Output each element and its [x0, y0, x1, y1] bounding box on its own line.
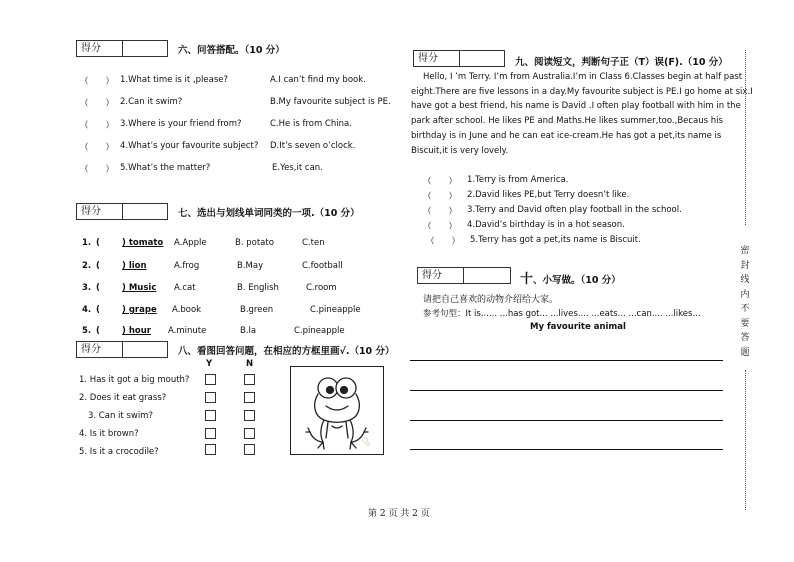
- answer-paren[interactable]: （ ）: [423, 222, 458, 232]
- writing-instruction: 请把自己喜欢的动物介绍给大家。: [423, 295, 559, 305]
- answer-paren[interactable]: （ ）: [80, 143, 115, 153]
- score-blank[interactable]: [460, 51, 504, 66]
- no-checkbox[interactable]: [244, 428, 255, 439]
- score-box-9: [413, 50, 505, 67]
- score-label: 得分: [77, 204, 123, 219]
- seal-dotted-line-bottom: [745, 370, 746, 510]
- question-text: 2.Can it swim?: [120, 97, 183, 107]
- yes-checkbox[interactable]: [205, 392, 216, 403]
- section-10-number: 十: [520, 272, 534, 287]
- item-number: 3.: [82, 283, 92, 293]
- yes-checkbox[interactable]: [205, 374, 216, 385]
- score-blank[interactable]: [123, 342, 167, 357]
- option-a: A.book: [172, 305, 202, 315]
- reading-passage: [411, 70, 753, 158]
- answer-paren[interactable]: （ ）: [80, 121, 115, 131]
- option-b: B.May: [237, 261, 264, 271]
- answer-paren[interactable]: （ ）: [80, 77, 115, 87]
- yes-checkbox[interactable]: [205, 444, 216, 455]
- yes-checkbox[interactable]: [205, 410, 216, 421]
- answer-option: C.He is from China.: [270, 119, 352, 129]
- writing-heading: My favourite animal: [530, 322, 626, 332]
- answer-paren[interactable]: （ ）: [426, 237, 461, 247]
- option-a: A.frog: [174, 261, 200, 271]
- item-number: 2.: [82, 261, 92, 271]
- section-6-title: 六、问答搭配。（10 分）: [178, 45, 285, 56]
- passage-line: have got a best friend, his name is David .I often play football with him in the: [411, 101, 741, 112]
- answer-paren[interactable]: (: [96, 305, 100, 315]
- underlined-word: ) lion: [122, 261, 147, 271]
- answer-paren[interactable]: （ ）: [423, 192, 458, 202]
- answer-paren[interactable]: (: [96, 238, 100, 248]
- score-box-7: [76, 203, 168, 220]
- question-text: 5. Is it a crocodile?: [79, 447, 159, 457]
- underlined-word: ) hour: [122, 326, 151, 336]
- item-number: 5.: [82, 326, 92, 336]
- option-c: C.pineapple: [310, 305, 361, 315]
- score-blank[interactable]: [123, 41, 167, 56]
- statement-text: 3.Terry and David often play football in the school.: [467, 205, 682, 215]
- passage-line: Biscuit,it is very lovely.: [411, 145, 509, 156]
- writing-line[interactable]: [410, 420, 723, 421]
- question-text: 5.What’s the matter?: [120, 163, 211, 173]
- answer-paren[interactable]: (: [96, 261, 100, 271]
- option-a: A.minute: [168, 326, 207, 336]
- no-checkbox[interactable]: [244, 410, 255, 421]
- answer-paren[interactable]: (: [96, 326, 100, 336]
- question-text: 3.Where is your friend from?: [120, 119, 242, 129]
- item-number: 1.: [82, 238, 92, 248]
- question-text: 1.What time is it ,please?: [120, 75, 229, 85]
- score-label: 得分: [77, 41, 123, 56]
- score-box-8: [76, 341, 168, 358]
- option-a: A.cat: [174, 283, 196, 293]
- question-text: 2. Does it eat grass?: [79, 393, 167, 403]
- option-c: C.ten: [302, 238, 325, 248]
- section-10-title-text: 、小写做。（10 分）: [533, 275, 621, 286]
- answer-option: A.I can’t find my book.: [270, 75, 366, 85]
- yes-checkbox[interactable]: [205, 428, 216, 439]
- passage-line: eight.There are five lessons in a day.My favourite subject is PE.I go home at six.I: [411, 86, 753, 97]
- section-8-title: 八、看图回答问题，在相应的方框里画√.（10 分）: [178, 346, 395, 357]
- no-checkbox[interactable]: [244, 374, 255, 385]
- option-c: C.room: [306, 283, 337, 293]
- score-blank[interactable]: [123, 204, 167, 219]
- seal-line-text: 密 封 线 内 不 要 答 题: [740, 246, 750, 358]
- answer-option: B.My favourite subject is PE.: [270, 97, 391, 107]
- section-10-title: [520, 268, 621, 287]
- option-b: B.la: [240, 326, 257, 336]
- passage-line: birthday is in June and he can eat ice-cream.He has got a pet,its name is: [411, 130, 722, 141]
- answer-option: E.Yes,it can.: [272, 163, 323, 173]
- section-7-title: 七、选出与划线单词同类的一项.（10 分）: [178, 208, 360, 219]
- underlined-word: ) Music: [122, 283, 157, 293]
- underlined-word: ) tomato: [122, 238, 164, 248]
- question-text: 3. Can it swim?: [88, 411, 153, 421]
- score-label: 得分: [77, 342, 123, 357]
- option-a: A.Apple: [174, 238, 207, 248]
- answer-option: D.It’s seven o’clock.: [270, 141, 356, 151]
- statement-text: 1.Terry is from America.: [467, 175, 569, 185]
- section-9-title: 九、阅读短文，判断句子正（T）误(F).（10 分）: [515, 57, 728, 68]
- no-checkbox[interactable]: [244, 444, 255, 455]
- score-box-6: [76, 40, 168, 57]
- passage-line: Hello, I ’m Terry. I’m from Australia.I’m in Class 6.Classes begin at half past: [423, 72, 743, 82]
- column-yes: Y: [206, 359, 213, 369]
- item-number: 4.: [82, 305, 92, 315]
- answer-paren[interactable]: （ ）: [80, 165, 115, 175]
- writing-line[interactable]: [410, 360, 723, 361]
- question-text: 4. Is it brown?: [79, 429, 139, 439]
- answer-paren[interactable]: （ ）: [423, 207, 458, 217]
- answer-paren[interactable]: (: [96, 283, 100, 293]
- question-text: 4.What’s your favourite subject?: [120, 141, 259, 151]
- score-blank[interactable]: [464, 268, 510, 283]
- frog-picture: [290, 366, 384, 455]
- answer-paren[interactable]: （ ）: [80, 99, 115, 109]
- answer-paren[interactable]: （ ）: [423, 177, 458, 187]
- option-b: B. English: [237, 283, 279, 293]
- option-c: C.football: [302, 261, 343, 271]
- score-box-10: [417, 267, 511, 284]
- question-text: 1. Has it got a big mouth?: [79, 375, 190, 385]
- no-checkbox[interactable]: [244, 392, 255, 403]
- option-b: B. potato: [235, 238, 274, 248]
- column-no: N: [246, 359, 254, 369]
- statement-text: 2.David likes PE,but Terry doesn’t like.: [467, 190, 630, 200]
- page-footer: 第 2 页 共 2 页: [368, 509, 430, 519]
- writing-line[interactable]: [410, 390, 723, 391]
- sentence-pattern: 参考句型：It is...... ...has got... ...lives.... ...eats... ...can.... ...likes...: [423, 309, 701, 319]
- option-b: B.green: [240, 305, 274, 315]
- underlined-word: ) grape: [122, 305, 157, 315]
- passage-line: park after school. He likes PE and Maths.He likes summer,too.,Becaus his: [411, 116, 723, 127]
- statement-text: 5.Terry has got a pet,its name is Biscuit.: [470, 235, 641, 245]
- option-c: C.pineapple: [294, 326, 345, 336]
- score-label: 得分: [418, 268, 464, 283]
- score-label: 得分: [414, 51, 460, 66]
- writing-line[interactable]: [410, 449, 723, 450]
- seal-dotted-line-top: [745, 50, 746, 225]
- statement-text: 4.David’s birthday is in a hot season.: [467, 220, 625, 230]
